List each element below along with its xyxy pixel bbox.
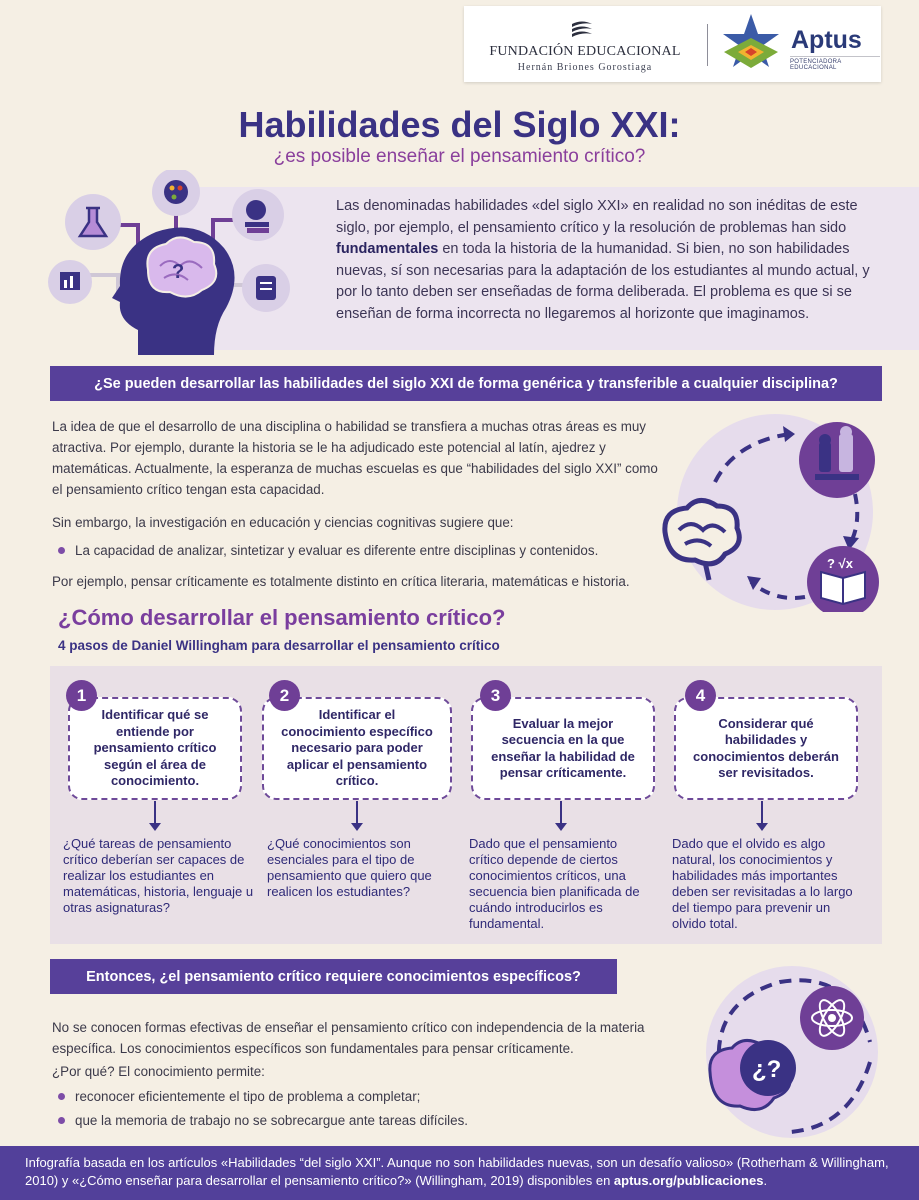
step-card-3 [471, 697, 655, 800]
intro-text-end: en toda la historia de la humanidad. Si bien, no son habilidades nuevas, sí son necesarias para la adaptación de los estudiantes al mundo actual, y por lo tanto deben ser enseñadas de forma deliberada. El problema es que si se enseñan de forma incorrecta no llegaremos al horizonte que imaginamos. [336, 241, 870, 322]
aptus-name: Aptus [791, 26, 862, 54]
intro-text-start: Las denominadas habilidades «del siglo XXI» en realidad no son inéditas de este siglo, por ejemplo, el pensamiento crítico y la resolución de problemas han sido [336, 198, 858, 236]
knowledge-bullet-1-text: reconocer eficientemente el tipo de problema a completar; [75, 1089, 421, 1104]
logo-divider [707, 24, 708, 66]
transfer-paragraph-2: Sin embargo, la investigación en educación y ciencias cognitivas sugiere que: [52, 515, 514, 530]
fundacion-logo-icon [568, 20, 596, 42]
svg-text:? √x: ? √x [827, 556, 853, 571]
fundacion-subtitle: Hernán Briones Gorostiaga [517, 62, 653, 73]
step-number-1: 1 [66, 680, 97, 711]
transfer-paragraph-3: Por ejemplo, pensar críticamente es totalmente distinto en crítica literaria, matemáticas e historia. [52, 574, 630, 589]
knowledge-paragraph-1: No se conocen formas efectivas de enseñar el pensamiento crítico con independencia de la materia específica. Los conocimientos específicos son fundamentales para pensar críticamente. [52, 1020, 645, 1056]
knowledge-illustration [700, 962, 885, 1142]
svg-text:?: ? [172, 261, 185, 283]
aptus-tagline: POTENCIADORA EDUCACIONAL [790, 56, 880, 71]
step-4-arrow-icon [761, 801, 763, 825]
knowledge-bullet-2 [58, 1110, 678, 1131]
footer-end: . [763, 1173, 768, 1188]
step-3-question: Dado que el pensamiento crítico depende de ciertos conocimientos críticos, una secuencia bien planificada de cuándo introducirlos es fundamental. [469, 836, 640, 931]
step-4-title: Considerar qué habilidades y conocimientos deberán ser revisitados. [693, 715, 839, 780]
step-number-4: 4 [685, 680, 716, 711]
step-3-arrow-icon [560, 801, 562, 825]
step-4-question: Dado que el olvido es algo natural, los conocimientos y habilidades más importantes deben ser revisitadas a lo largo del tiempo para prevenir un olvido total. [672, 836, 853, 931]
transfer-cycle-illustration [655, 412, 895, 612]
intro-text-bold: fundamentales [336, 241, 439, 257]
svg-text:¿?: ¿? [752, 1056, 782, 1083]
section-knowledge-heading: Entonces, ¿el pensamiento crítico requiere conocimientos específicos? [50, 959, 617, 994]
step-2-question: ¿Qué conocimientos son esenciales para el tipo de pensamiento que quiero que realicen los estudiantes? [267, 836, 432, 899]
section-how-heading: ¿Cómo desarrollar el pensamiento crítico? [58, 605, 506, 630]
step-card-1 [68, 697, 242, 800]
page-subtitle: ¿es posible enseñar el pensamiento crítico? [273, 146, 646, 167]
footer-citation [0, 1146, 919, 1200]
transfer-paragraph-1: La idea de que el desarrollo de una disciplina o habilidad se transfiera a muchas otras áreas es muy atractiva. Por ejemplo, durante la historia se le ha adjudicado este potencial al latín, ajedrez y matemáticas. Actualmente, la esperanza de muchas escuelas es que “habilidades del siglo XXI” como el pensamiento crítico tengan esta capacidad. [52, 419, 658, 497]
step-number-2: 2 [269, 680, 300, 711]
step-3-title: Evaluar la mejor secuencia en la que enseñar la habilidad de pensar críticamente. [491, 715, 635, 780]
intro-paragraph [336, 196, 884, 325]
knowledge-bullet-2-text: que la memoria de trabajo no se sobrecargue ante tareas difíciles. [75, 1113, 469, 1128]
step-1-arrow-icon [154, 801, 156, 825]
bullet-dot-icon [58, 1117, 65, 1124]
transfer-bullet [58, 540, 678, 561]
footer-text: Infografía basada en los artículos «Habilidades “del siglo XXI”. Aunque no son habilidades nuevas, son un desafío valioso» (Rotherham & Willingham, 2010) y «¿Cómo enseñar para desarrollar el pensamiento crítico?» (Willingham, 2019) disponibles en [25, 1155, 889, 1188]
step-card-2 [262, 697, 452, 800]
step-2-arrow-icon [356, 801, 358, 825]
logo-panel [464, 6, 881, 82]
knowledge-bullet-1 [58, 1086, 678, 1107]
knowledge-paragraph-2: ¿Por qué? El conocimiento permite: [52, 1064, 265, 1079]
step-card-4 [674, 697, 858, 800]
section-transfer-heading: ¿Se pueden desarrollar las habilidades del siglo XXI de forma genérica y transferible a cualquier disciplina? [50, 366, 882, 401]
page-title: Habilidades del Siglo XXI: [238, 104, 681, 145]
head-brain-illustration [48, 170, 323, 355]
section-how-subheading: 4 pasos de Daniel Willingham para desarrollar el pensamiento crítico [58, 638, 500, 653]
step-2-title: Identificar el conocimiento específico necesario para poder aplicar el pensamiento crítico. [281, 707, 433, 789]
step-1-title: Identificar qué se entiende por pensamiento crítico según el área de conocimiento. [93, 707, 217, 789]
step-1-question: ¿Qué tareas de pensamiento crítico deberían ser capaces de realizar los estudiantes en matemáticas, historia, lenguaje u otras asignaturas? [63, 836, 254, 915]
bullet-dot-icon [58, 1093, 65, 1100]
fundacion-name: FUNDACIÓN EDUCACIONAL [489, 44, 681, 59]
transfer-bullet-text: La capacidad de analizar, sintetizar y evaluar es diferente entre disciplinas y contenidos. [75, 543, 599, 558]
aptus-star-icon [718, 12, 784, 74]
step-number-3: 3 [480, 680, 511, 711]
footer-link[interactable]: aptus.org/publicaciones [613, 1173, 764, 1188]
bullet-dot-icon [58, 547, 65, 554]
